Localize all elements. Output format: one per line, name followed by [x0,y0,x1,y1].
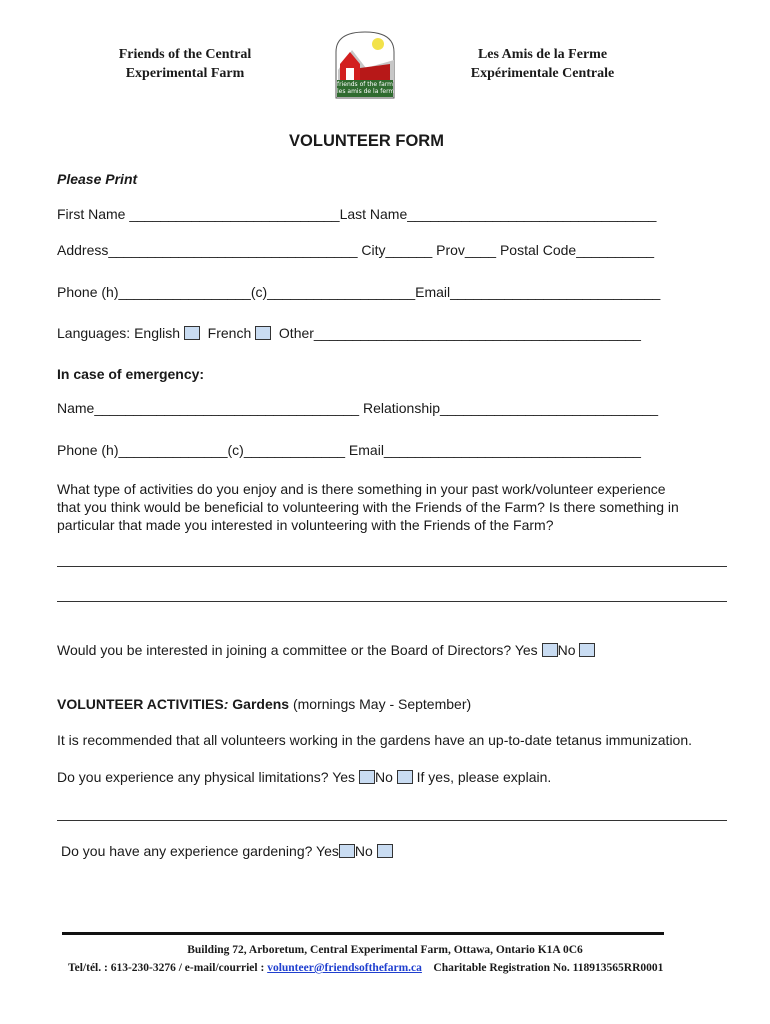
org-name-french [455,45,630,83]
org-name-french-line2: Expérimentale Centrale [470,66,615,81]
footer-email-link[interactable]: volunteer@friendsofthefarm.ca [267,962,422,974]
gardens-schedule: (mornings May - September) [289,696,472,712]
farm-logo [334,30,396,100]
french-label: French [207,325,252,341]
emergency-name-row[interactable]: Name__________________________________ Relationship____________________________ [57,400,659,416]
limitations-row [57,769,551,785]
limitations-no-label: No [374,769,393,785]
answer-line-1[interactable] [57,566,727,567]
committee-no-label: No [557,642,576,658]
name-row[interactable]: First Name ___________________________Last Name________________________________ [57,206,657,222]
languages-row [57,325,641,341]
gardening-row [61,843,393,859]
org-name-french-line1: Les Amis de la Ferme [477,47,608,62]
volunteer-activities-colon: : [223,696,233,712]
english-checkbox[interactable] [184,326,200,340]
committee-question-row [57,642,595,658]
gardens-label: Gardens [232,696,290,712]
limitations-no-checkbox[interactable] [397,770,413,784]
other-language-field[interactable]: Other__________________________________________ [278,325,641,341]
activities-question-line2: that you think would be beneficial to volunteering with the Friends of the Farm? Is there something in [57,499,679,515]
volunteer-activities-heading [57,696,471,712]
activities-question-line1: What type of activities do you enjoy and is there something in your past work/volunteer experience [57,481,666,497]
logo-caption [337,81,398,95]
form-title: VOLUNTEER FORM [289,132,444,150]
logo-caption-line1: friends of the farm [337,81,394,88]
activities-question-line3: particular that made you interested in volunteering with the Friends of the Farm? [57,517,554,533]
gardening-no-checkbox[interactable] [377,844,393,858]
committee-question: Would you be interested in joining a committee or the Board of Directors? Yes [57,642,538,658]
limitations-question: Do you experience any physical limitations? Yes [57,769,356,785]
explain-label: If yes, please explain. [416,769,552,785]
answer-line-2[interactable] [57,601,727,602]
address-row[interactable]: Address________________________________ City______ Prov____ Postal Code__________ [57,242,655,258]
logo-caption-line2: les amis de la ferme [337,88,398,95]
org-name-english [100,45,270,83]
committee-no-checkbox[interactable] [579,643,595,657]
emergency-phone-row[interactable]: Phone (h)______________(c)_____________ Email_________________________________ [57,442,641,458]
activities-question [57,480,679,534]
footer-tel: Tel/tél. : 613-230-3276 / e-mail/courriel : [68,962,268,974]
footer-contact-row [68,962,663,974]
french-checkbox[interactable] [255,326,271,340]
footer-address: Building 72, Arboretum, Central Experimental Farm, Ottawa, Ontario K1A 0C6 [187,944,583,956]
languages-label: Languages: English [57,325,180,341]
org-name-english-line1: Friends of the Central [118,47,252,62]
gardening-no-label: No [354,843,373,859]
phone-row[interactable]: Phone (h)_________________(c)___________________Email___________________________ [57,284,661,300]
volunteer-activities-label: VOLUNTEER ACTIVITIES [57,696,224,712]
please-print-note: Please Print [57,171,138,187]
emergency-heading: In case of emergency: [57,366,205,382]
limitations-yes-checkbox[interactable] [359,770,375,784]
org-name-english-line2: Experimental Farm [125,66,245,81]
gardening-question: Do you have any experience gardening? Yes [61,843,339,859]
limitations-answer-line[interactable] [57,820,727,821]
committee-yes-checkbox[interactable] [542,643,558,657]
tetanus-note: It is recommended that all volunteers working in the gardens have an up-to-date tetanus immunization. [57,732,693,748]
footer-charity-number: Charitable Registration No. 118913565RR0001 [433,962,664,974]
gardening-yes-checkbox[interactable] [339,844,355,858]
footer-divider [62,932,664,935]
